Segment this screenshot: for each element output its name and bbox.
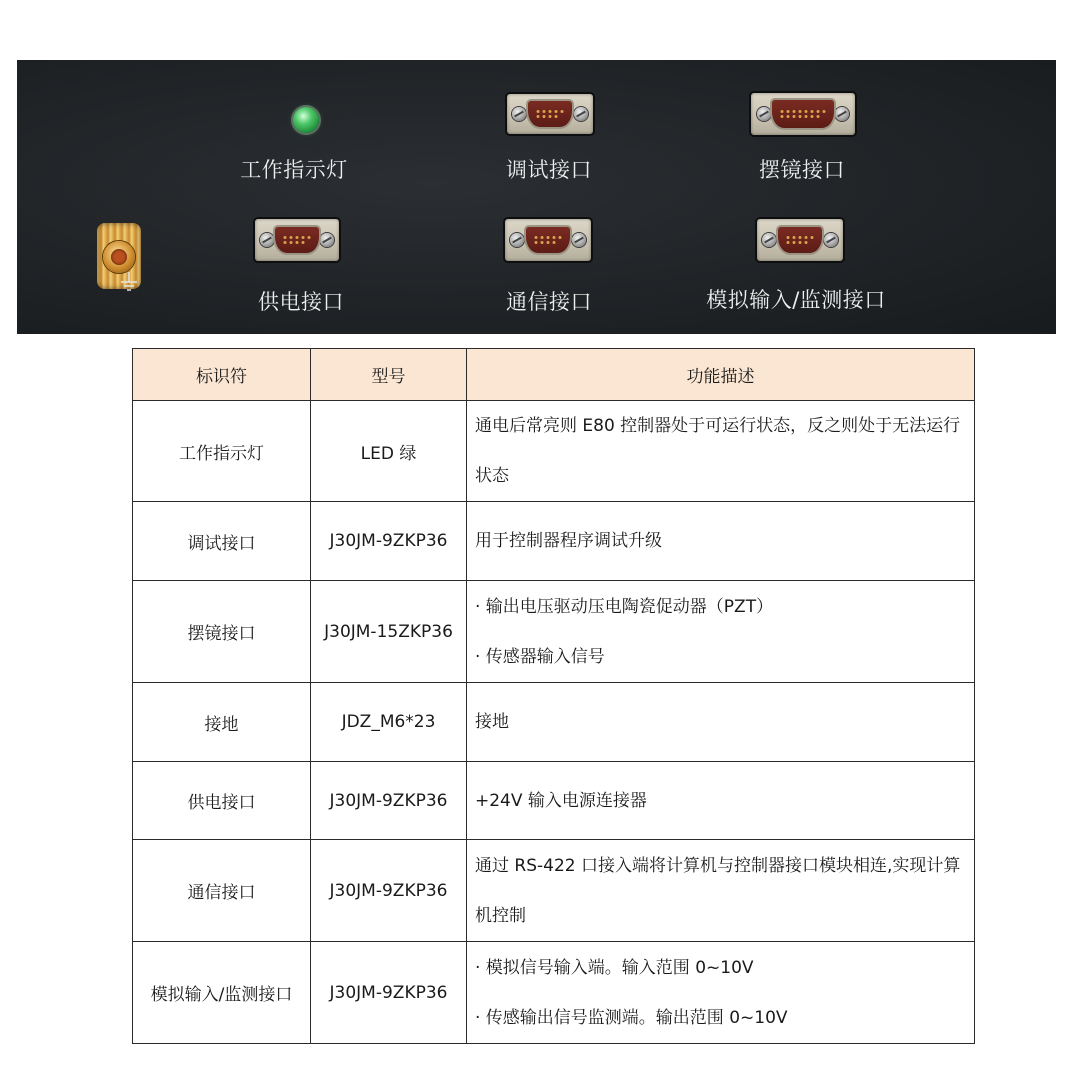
cell-description: 接地 [467,683,975,762]
cell-model: J30JM-9ZKP36 [311,762,467,840]
header-function-description: 功能描述 [467,349,975,401]
table-row [133,581,975,683]
table-row [133,942,975,1044]
cell-model: J30JM-9ZKP36 [311,502,467,581]
cell-description: 用于控制器程序调试升级 [467,502,975,581]
cell-identifier: 接地 [133,683,311,762]
green-led-indicator [293,107,319,133]
interface-spec-table [132,348,975,1044]
label-indicator-light: 工作指示灯 [240,158,348,182]
cell-description [467,581,975,683]
cell-identifier: 模拟输入/监测接口 [133,942,311,1044]
controller-front-panel-photo [17,60,1056,334]
cell-model: J30JM-15ZKP36 [311,581,467,683]
description-bullet: · 传感输出信号监测端。输出范围 0~10V [475,1007,788,1028]
cell-description: +24V 输入电源连接器 [467,762,975,840]
debug-port-connector [507,94,593,134]
cell-model: J30JM-9ZKP36 [311,942,467,1044]
table-row [133,502,975,581]
cell-description: 通过 RS-422 口接入端将计算机与控制器接口模块相连,实现计算机控制 [467,840,975,942]
description-bullet: · 传感器输入信号 [475,646,605,667]
table-row [133,401,975,502]
description-bullet: · 输出电压驱动压电陶瓷促动器（PZT） [475,596,774,617]
ground-symbol-icon [111,270,151,298]
cell-identifier: 工作指示灯 [133,401,311,502]
table-row [133,840,975,942]
label-mirror-port: 摆镜接口 [759,158,845,182]
cell-description: 通电后常亮则 E80 控制器处于可运行状态，反之则处于无法运行状态 [467,401,975,502]
header-model: 型号 [311,349,467,401]
label-debug-port: 调试接口 [506,158,592,182]
label-comm-port: 通信接口 [506,290,592,314]
label-analog-port: 模拟输入/监测接口 [706,288,886,312]
cell-identifier: 供电接口 [133,762,311,840]
table-header-row [133,349,975,401]
power-port-connector [255,219,339,261]
cell-model: J30JM-9ZKP36 [311,840,467,942]
cell-identifier: 摆镜接口 [133,581,311,683]
label-power-port: 供电接口 [258,290,344,314]
cell-model: LED 绿 [311,401,467,502]
description-bullet: · 模拟信号输入端。输入范围 0~10V [475,957,754,978]
cell-description [467,942,975,1044]
table-row [133,683,975,762]
cell-model: JDZ_M6*23 [311,683,467,762]
cell-identifier: 调试接口 [133,502,311,581]
cell-identifier: 通信接口 [133,840,311,942]
table-row [133,762,975,840]
comm-port-connector [505,219,591,261]
mirror-port-connector [751,93,855,135]
header-identifier: 标识符 [133,349,311,401]
analog-port-connector [757,219,843,261]
